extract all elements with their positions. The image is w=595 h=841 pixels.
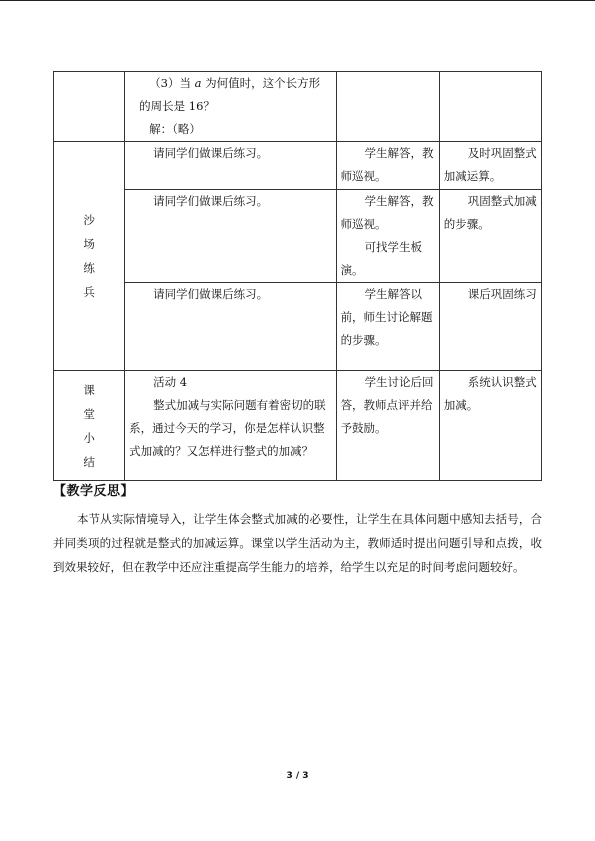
student-text: 学生解答，教师巡视。: [340, 146, 434, 183]
purpose-text: 及时巩固整式加减运算。: [443, 146, 537, 183]
activity-cell: [125, 371, 336, 481]
activity-cell: [125, 190, 336, 283]
section-summary: [54, 371, 125, 481]
table-row: [54, 371, 542, 481]
section-char: 结: [83, 454, 95, 469]
student-cell-empty: [336, 72, 439, 142]
section-char: 练: [83, 261, 95, 275]
section-practice: [54, 142, 125, 371]
student-text: 学生解答，教师巡视。: [340, 194, 434, 231]
activity-title: 活动 4: [153, 375, 188, 389]
variable-a: a: [194, 76, 202, 90]
activity-text: 请同学们做课后练习。: [153, 287, 269, 301]
section-char: 兵: [83, 285, 95, 299]
section-char: 堂: [83, 406, 95, 421]
purpose-text: 课后巩固练习: [467, 287, 537, 301]
table-row: [54, 190, 542, 283]
student-text: 可找学生板演。: [340, 240, 423, 277]
solution-text: 解：（略）: [149, 122, 201, 136]
student-text: 学生解答以前，师生讨论解题的步骤。: [340, 287, 433, 347]
purpose-cell: [439, 283, 541, 371]
activity-text: 请同学们做课后练习。: [153, 146, 269, 160]
purpose-text: 巩固整式加减的步骤。: [443, 194, 537, 231]
lesson-plan-table: [53, 71, 542, 481]
purpose-cell: [439, 371, 541, 481]
section-char: 小: [83, 430, 95, 445]
student-cell: [336, 190, 439, 283]
section-cell-empty: [54, 72, 125, 142]
page-number: 3 / 3: [286, 771, 309, 781]
activity-cell: [125, 142, 336, 190]
section-char: 沙: [83, 213, 95, 227]
reflection-paragraph: 本节从实际情境导入，让学生体会整式加减的必要性，让学生在具体问题中感知去括号，合并同类项的过程就是整式的加减运算。课堂以学生活动为主，教师适时提出问题引导和点拨，收到效果较好，但在教学中还应注重提高学生能力的培养，给学生以充足的时间考虑问题较好。: [53, 512, 542, 574]
activity-text: 请同学们做课后练习。: [153, 194, 269, 208]
student-text: 学生讨论后回答，教师点评并给予鼓励。: [340, 375, 434, 435]
reflection-heading: 【教学反思】: [53, 484, 135, 499]
header-rule: [0, 0, 595, 1]
activity-cell: [125, 72, 336, 142]
student-cell: [336, 142, 439, 190]
section-char: 场: [83, 237, 95, 251]
question-text: 为何值时，这个长方形的周长是 16？: [139, 76, 321, 113]
table-row: [54, 72, 542, 142]
purpose-text: 系统认识整式加减。: [443, 375, 537, 412]
table-row: [54, 142, 542, 190]
section-char: 课: [83, 382, 95, 397]
activity-cell: [125, 283, 336, 371]
purpose-cell-empty: [439, 72, 541, 142]
student-cell: [336, 283, 439, 371]
question-prefix: （3）当: [149, 76, 195, 90]
table-row: [54, 283, 542, 371]
activity-question: 整式加减与实际问题有着密切的联系，通过今天的学习，你是怎样认识整式加减的？又怎样进行整式的加减？: [129, 398, 326, 458]
purpose-cell: [439, 190, 541, 283]
student-cell: [336, 371, 439, 481]
purpose-cell: [439, 142, 541, 190]
